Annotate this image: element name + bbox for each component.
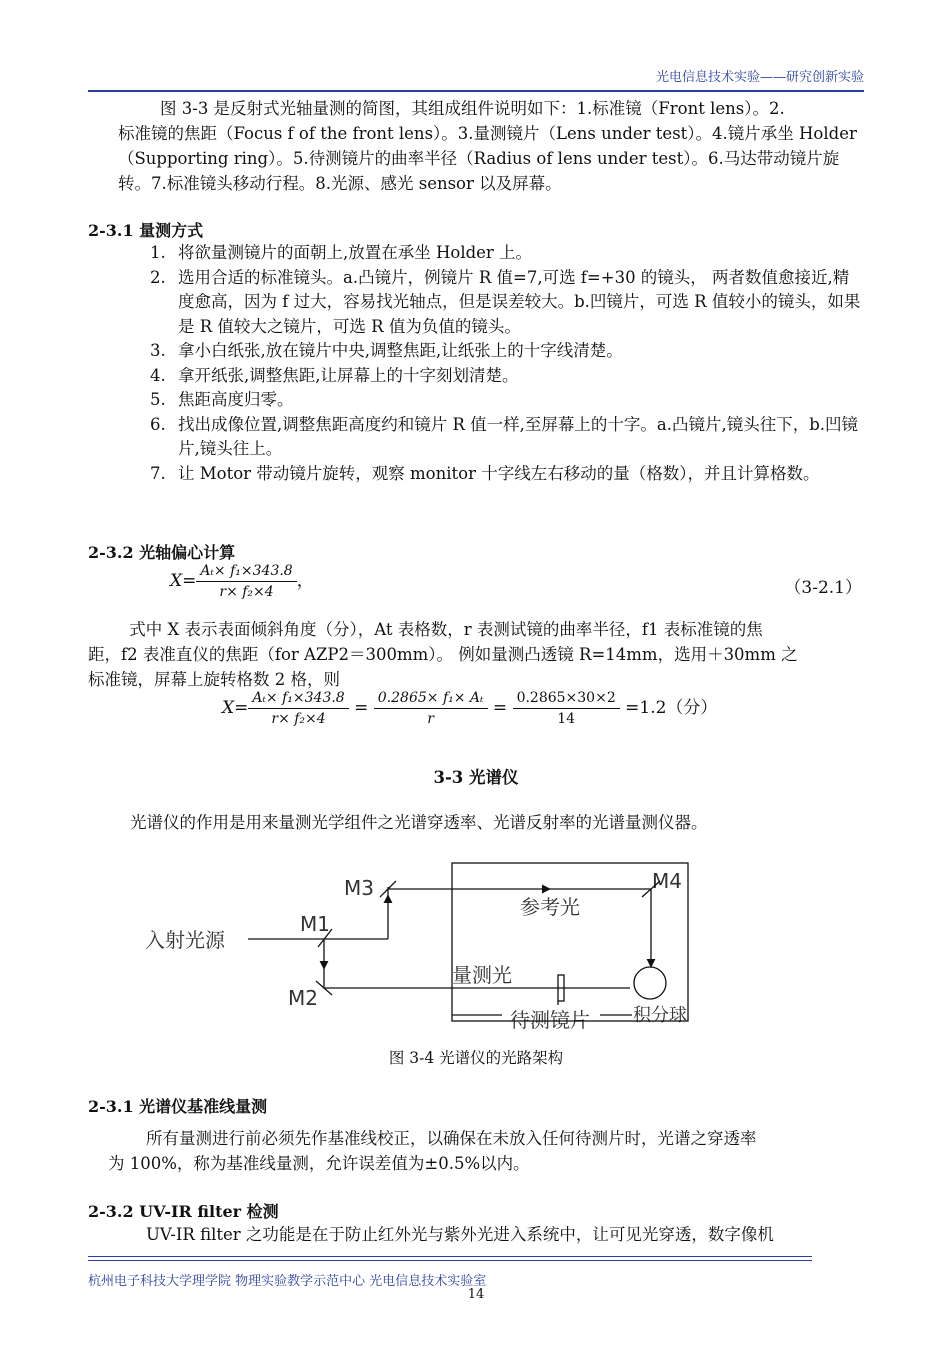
- section-heading-spectrometer: 3-3 光谱仪: [433, 768, 519, 787]
- section-heading-baseline: 2-3.1 光谱仪基准线量测: [88, 1097, 268, 1116]
- list-item: 6. 找出成像位置,调整焦距高度约和镜片 R 值一样,至屏幕上的十字。a.凸镜片,镜头往下，b.凹镜片,镜头往上。: [150, 414, 859, 458]
- formula-example: X= $\frac{\text{Aₜ× f₁×343.8}}{\text{r× f₂×4}}$ = $\frac{\text{0.2865× f₁× Aₜ}}{r}$ = $\frac{0.2865\times 30\times 2}{14}$ =1.2（分）: [222, 690, 718, 727]
- integrating-sphere: [634, 967, 666, 999]
- formula-explain-line-1: 式中 X 表示表面倾斜角度（分），At 表格数，r 表测试镜的曲率半径，f1 表标准镜的焦: [129, 620, 763, 639]
- list-item: 7. 让 Motor 带动镜片旋转，观察 monitor 十字线左右移动的量（格数），并且计算格数。: [150, 463, 820, 483]
- intro-line-1: 图 3-3 是反射式光轴量测的简图，其组成组件说明如下：1.标准镜（Front lens）。2.: [160, 99, 785, 118]
- integrating-sphere-label: 积分球: [633, 1005, 687, 1026]
- list-item: 5. 焦距高度归零。: [150, 390, 294, 409]
- formula-explain-line-3: 标准镜，屏幕上旋转格数 2 格，则: [88, 670, 340, 689]
- footer-rule-2: [88, 1260, 812, 1261]
- equation-number: （3-2.1）: [784, 578, 862, 598]
- header-rule: [88, 90, 864, 92]
- m4-label: M4: [652, 869, 682, 893]
- m2-label: M2: [288, 986, 318, 1010]
- uvir-line-1: UV-IR filter 之功能是在于防止红外光与紫外光进入系统中，让可见光穿透，数字像机: [146, 1225, 774, 1244]
- measure-light-label: 量测光: [452, 963, 512, 987]
- running-header: 光电信息技术实验——研究创新实验: [655, 70, 864, 85]
- section-heading-measure-method: 2-3.1 量测方式: [88, 221, 204, 240]
- intro-line-2: 标准镜的焦距（Focus f of the front lens）。3.量测镜片（Lens under test）。4.镜片承坐 Holder: [118, 124, 857, 143]
- list-item: 4. 拿开纸张,调整焦距,让屏幕上的十字刻划清楚。: [150, 365, 519, 385]
- list-item: 1. 将欲量测镜片的面朝上,放置在承坐 Holder 上。: [150, 243, 533, 262]
- m3-label: M3: [344, 876, 374, 900]
- measure-steps-list: [150, 241, 862, 486]
- spectrometer-intro: 光谱仪的作用是用来量测光学组件之光谱穿透率、光谱反射率的光谱量测仪器。: [130, 813, 708, 832]
- list-item: 2. 选用合适的标准镜头。a.凸镜片，例镜片 R 值=7,可选 f=+30 的镜头， 两者数值愈接近,精度愈高，因为 f 过大，容易找光轴点，但是误差较大。b.凹镜片，可选 R 值较小的镜头，如果是 R 值较大之镜片，可选 R 值为负值的镜头。: [150, 267, 861, 336]
- section-heading-uvir: 2-3.2 UV-IR filter 检测: [88, 1202, 279, 1221]
- spectrometer-optical-path-diagram: [130, 855, 730, 1045]
- formula-explain-line-2: 距，f2 表准直仪的焦距（for AZP2＝300mm）。 例如量测凸透镜 R=14mm，选用＋30mm 之: [88, 645, 798, 664]
- intro-line-4: 转。7.标准镜头移动行程。8.光源、感光 sensor 以及屏幕。: [118, 174, 562, 193]
- source-label: 入射光源: [145, 928, 225, 952]
- reference-light-label: 参考光: [520, 895, 580, 919]
- intro-line-3: （Supporting ring）。5.待测镜片的曲率半径（Radius of lens under test）。6.马达带动镜片旋: [118, 149, 840, 168]
- formula-3-2-1: X= $\frac{\text{Aₜ× f₁×343.8}}{\text{r× f₂×4}}$ ，: [170, 563, 314, 600]
- sample-lens-label: 待测镜片: [510, 1008, 590, 1032]
- m1-label: M1: [300, 912, 330, 936]
- page-number: 14: [467, 1287, 485, 1302]
- section-heading-eccentric-calc: 2-3.2 光轴偏心计算: [88, 543, 236, 562]
- baseline-line-1: 所有量测进行前必须先作基准线校正，以确保在未放入任何待测片时，光谱之穿透率: [146, 1129, 757, 1148]
- list-item: 3. 拿小白纸张,放在镜片中央,调整焦距,让纸张上的十字线清楚。: [150, 341, 623, 360]
- footer-rule-1: [88, 1256, 812, 1257]
- figure-caption: 图 3-4 光谱仪的光路架构: [388, 1049, 564, 1067]
- footer-organization: 杭州电子科技大学理学院 物理实验教学示范中心 光电信息技术实验室: [88, 1274, 487, 1289]
- baseline-line-2: 为 100%，称为基准线量测，允许误差值为±0.5%以内。: [108, 1154, 530, 1173]
